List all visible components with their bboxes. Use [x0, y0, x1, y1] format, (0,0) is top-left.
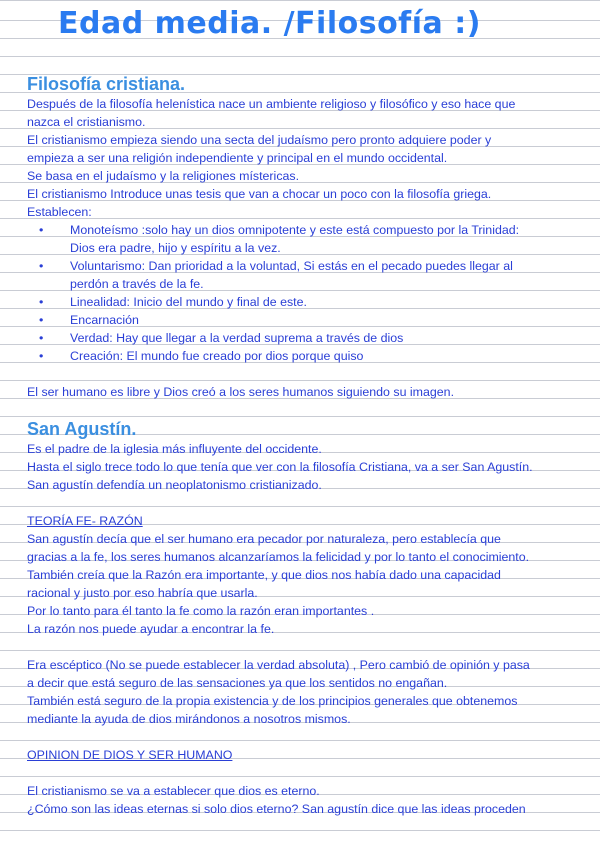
paragraph-line: empieza a ser una religión independiente y principal en el mundo occidental. — [27, 151, 448, 165]
tesis-bullet-list — [27, 221, 592, 365]
list-item: • Verdad: Hay que llegar a la verdad suprema a través de dios — [39, 331, 404, 345]
paragraph-line: Se basa en el judaísmo y la religiones místericas. — [27, 169, 300, 183]
bullet-icon: • — [39, 331, 44, 345]
handwritten-page-title: Edad media. /Filosofía :) — [58, 6, 481, 41]
list-item: • Linealidad: Inicio del mundo y final de este. — [39, 295, 307, 309]
paragraph-line: Es el padre de la iglesia más influyente del occidente. — [27, 442, 322, 456]
paragraph-line: El cristianismo empieza siendo una secta del judaísmo pero pronto adquiere poder y — [27, 133, 492, 147]
list-item: • Creación: El mundo fue creado por dios porque quiso — [39, 349, 364, 363]
paragraph-line: Establecen: — [27, 205, 92, 219]
paragraph-line: mediante la ayuda de dios mirándonos a nosotros mismos. — [27, 712, 351, 726]
list-item-continuation: perdón a través de la fe. — [70, 277, 204, 291]
section-heading-filosofia-cristiana: Filosofía cristiana. — [27, 74, 186, 94]
paragraph-line: gracias a la fe, los seres humanos alcanzaríamos la felicidad y por lo tanto el conocimiento. — [27, 550, 530, 564]
paragraph-line: ¿Cómo son las ideas eternas si solo dios eterno? San agustín dice que las ideas proceden — [27, 802, 526, 816]
list-item-continuation: Dios era padre, hijo y espíritu a la vez. — [70, 241, 281, 255]
bullet-icon: • — [39, 259, 44, 273]
paragraph-line: nazca el cristianismo. — [27, 115, 146, 129]
paragraph-line: El cristianismo se va a establecer que dios es eterno. — [27, 784, 320, 798]
paragraph-line: También creía que la Razón era importante, y que dios nos había dado una capacidad — [27, 568, 501, 582]
subheading-teoria-fe-razon: TEORÍA FE- RAZÓN — [27, 514, 143, 528]
paragraph-line: El ser humano es libre y Dios creó a los seres humanos siguiendo su imagen. — [27, 385, 455, 399]
paragraph-line: La razón nos puede ayudar a encontrar la fe. — [27, 622, 275, 636]
list-item: • Voluntarismo: Dan prioridad a la voluntad, Si estás en el pecado puedes llegar al — [39, 259, 513, 273]
list-item: • Monoteísmo :solo hay un dios omnipotente y este está compuesto por la Trinidad: — [39, 223, 520, 237]
paragraph-line: Hasta el siglo trece todo lo que tenía que ver con la filosofía Cristiana, va a ser San Agustín. — [27, 460, 533, 474]
paragraph-line: Era escéptico (No se puede establecer la verdad absoluta) , Pero cambió de opinión y pasa — [27, 658, 530, 672]
paragraph-line: Después de la filosofía helenística nace un ambiente religioso y filosófico y eso hace que — [27, 97, 516, 111]
bullet-icon: • — [39, 295, 44, 309]
paragraph-line: San agustín defendía un neoplatonismo cristianizado. — [27, 478, 322, 492]
bullet-icon: • — [39, 349, 44, 363]
paragraph-line: a decir que está seguro de las sensaciones ya que los sentidos no engañan. — [27, 676, 448, 690]
list-item: • Encarnación — [39, 313, 139, 327]
subheading-opinion-dios-ser-humano: OPINION DE DIOS Y SER HUMANO — [27, 748, 233, 762]
bullet-icon: • — [39, 313, 44, 327]
bullet-icon: • — [39, 223, 44, 237]
paragraph-line: racional y justo por eso habría que usarla. — [27, 586, 258, 600]
notes-content — [27, 73, 592, 818]
paragraph-line: San agustín decía que el ser humano era pecador por naturaleza, pero establecía que — [27, 532, 501, 546]
section-heading-san-agustin: San Agustín. — [27, 419, 137, 439]
paragraph-line: El cristianismo Introduce unas tesis que van a chocar un poco con la filosofía griega. — [27, 187, 492, 201]
paragraph-line: También está seguro de la propia existencia y de los principios generales que obtenemos — [27, 694, 518, 708]
paragraph-line: Por lo tanto para él tanto la fe como la razón eran importantes . — [27, 604, 375, 618]
